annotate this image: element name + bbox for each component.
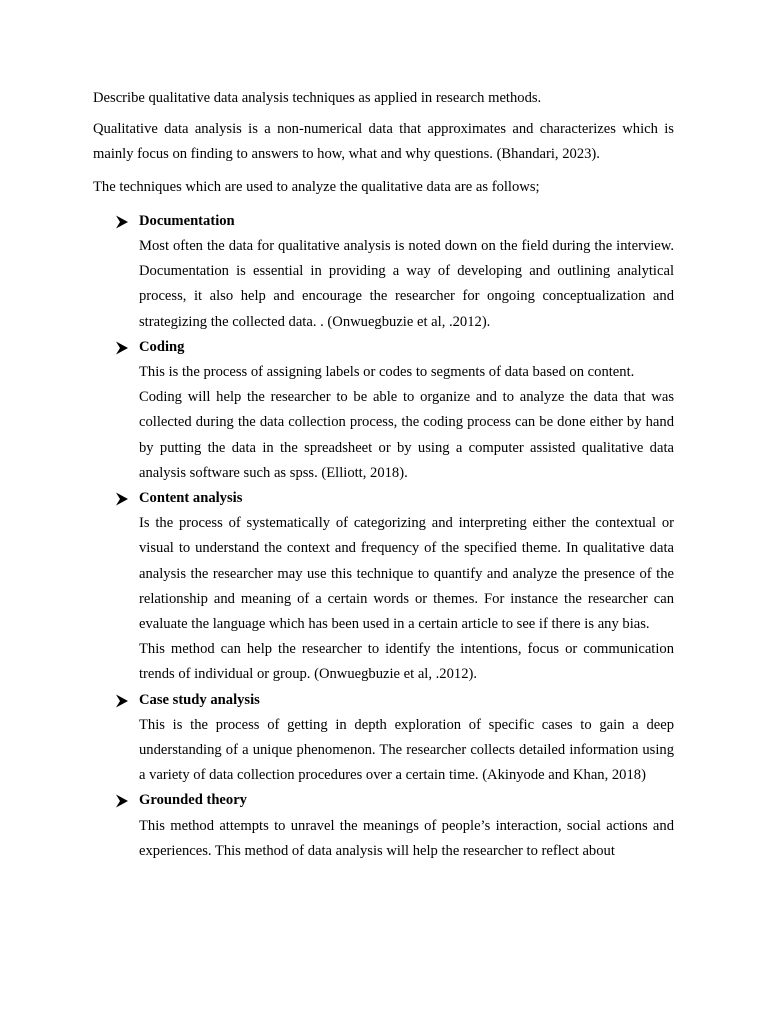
technique-paragraph: Is the process of systematically of categorizing and interpreting either the contextual or visual to understand the context and frequency of the specified theme. In qualitative data analysis the researcher may use this technique to quantify and analyze the presence of the relationship and meaning of a certain words or themes. For instance the researcher can evaluate the language which has been used in a certain article to see if there is any bias. [139, 515, 674, 633]
technique-paragraph: This method can help the researcher to identify the intentions, focus or communication trends of individual or group. (Onwuegbuzie et al, .2012). [139, 641, 674, 683]
technique-heading: Grounded theory [139, 792, 247, 809]
techniques-list [93, 209, 674, 864]
technique-heading: Content analysis [139, 490, 243, 507]
technique-case-study-analysis [93, 688, 674, 789]
definition-paragraph: Qualitative data analysis is a non-numerical data that approximates and characterizes which is mainly focus on finding to answers to how, what and why questions. (Bhandari, 2023). [93, 121, 674, 163]
technique-paragraph: This is the process of getting in depth exploration of specific cases to gain a deep understanding of a unique phenomenon. The researcher collects detailed information using a variety of data collection procedures over a certain time. (Akinyode and Khan, 2018) [139, 716, 674, 784]
technique-content-analysis [93, 486, 674, 688]
technique-documentation [93, 209, 674, 335]
technique-paragraph: Coding will help the researcher to be able to organize and to analyze the data that was collected during the data collection process, the coding process can be done either by hand by putting the data in the spreadsheet or by using a computer assisted qualitative data analysis software such as spss. (Elliott, 2018). [139, 389, 674, 481]
technique-coding [93, 335, 674, 486]
technique-heading: Coding [139, 338, 185, 355]
arrowhead-bullet-icon [115, 492, 129, 506]
technique-heading: Case study analysis [139, 691, 260, 708]
arrowhead-bullet-icon [115, 215, 129, 229]
arrowhead-bullet-icon [115, 694, 129, 708]
arrowhead-bullet-icon [115, 794, 129, 808]
lead-in-paragraph: The techniques which are used to analyze the qualitative data are as follows; [93, 178, 540, 195]
document-page [93, 86, 674, 864]
technique-grounded-theory [93, 788, 674, 864]
question-text: Describe qualitative data analysis techniques as applied in research methods. [93, 90, 542, 106]
technique-heading: Documentation [139, 212, 235, 229]
technique-paragraph: This is the process of assigning labels or codes to segments of data based on content. [139, 364, 635, 381]
technique-paragraph: This method attempts to unravel the meanings of people’s interaction, social actions and experiences. This method of data analysis will help the researcher to reflect about [139, 817, 674, 859]
technique-paragraph: Most often the data for qualitative analysis is noted down on the field during the interview. Documentation is essential in providing a way of developing and outlining analytical process, it also help and encourage the researcher for ongoing conceptualization and strategizing the collected data. . (Onwuegbuzie et al, .2012). [139, 238, 674, 330]
arrowhead-bullet-icon [115, 341, 129, 355]
